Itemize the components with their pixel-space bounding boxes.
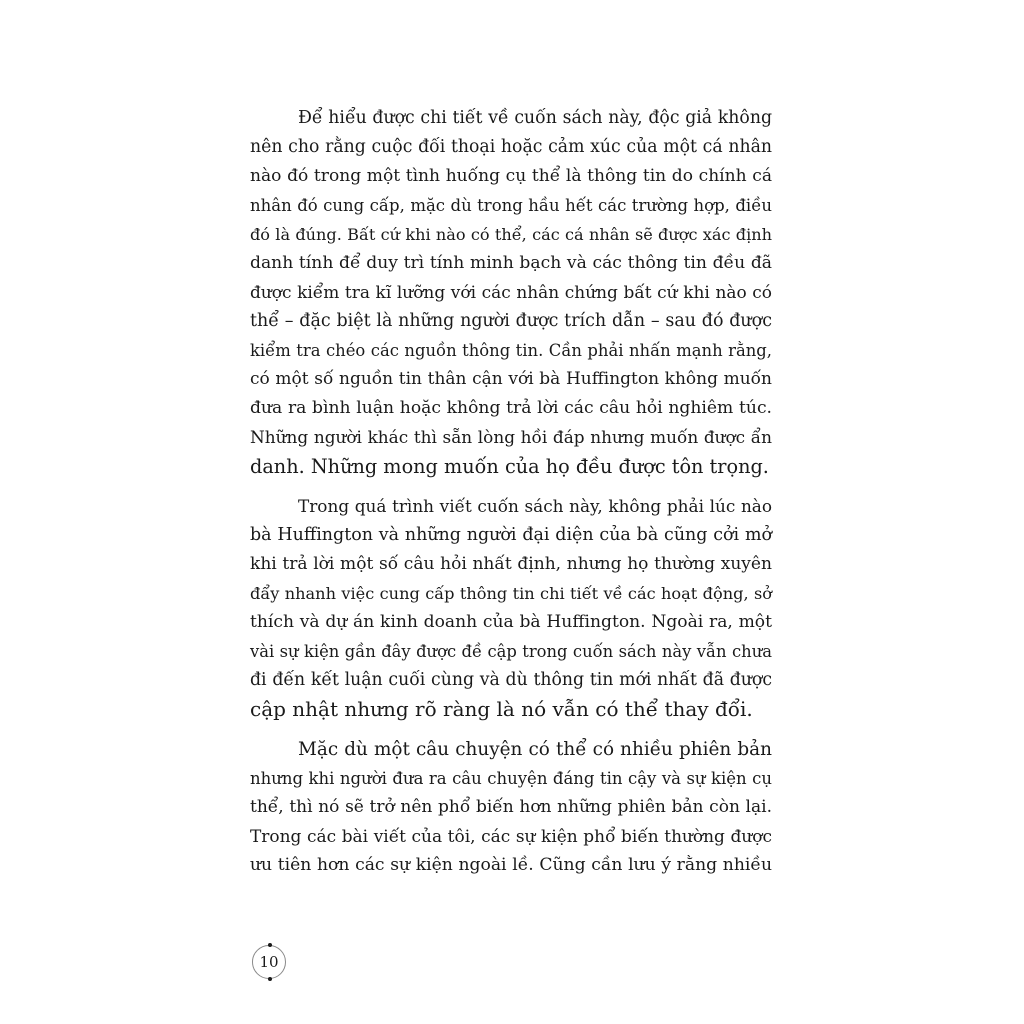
ornament-dot-icon bbox=[268, 977, 272, 981]
ornament-dot-icon bbox=[268, 943, 272, 947]
text-line: đi đến kết luận cuối cùng và dù thông tin mới nhất đã được bbox=[250, 670, 772, 690]
text-line: cập nhật nhưng rõ ràng là nó vẫn có thể thay đổi. bbox=[250, 697, 753, 721]
text-line: nhưng khi người đưa ra câu chuyện đáng tin cậy và sự kiện cụ bbox=[250, 769, 772, 788]
text-line: ưu tiên hơn các sự kiện ngoài lề. Cũng cần lưu ý rằng nhiều bbox=[250, 855, 772, 875]
text-line: có một số nguồn tin thân cận với bà Huffington không muốn bbox=[250, 369, 772, 389]
paragraph-1 bbox=[250, 104, 772, 481]
text-line: Để hiểu được chi tiết về cuốn sách này, độc giả không bbox=[298, 108, 772, 128]
text-line: nào đó trong một tình huống cụ thể là thông tin do chính cá bbox=[250, 166, 772, 186]
text-line: nhân đó cung cấp, mặc dù trong hầu hết các trường hợp, điều bbox=[250, 196, 772, 215]
text-line: Mặc dù một câu chuyện có thể có nhiều phiên bản bbox=[298, 739, 772, 760]
body-text bbox=[250, 104, 772, 880]
text-line: kiểm tra chéo các nguồn thông tin. Cần phải nhấn mạnh rằng, bbox=[250, 341, 772, 360]
page-number: 10 bbox=[259, 953, 279, 971]
text-line: Những người khác thì sẵn lòng hồi đáp nhưng muốn được ẩn bbox=[250, 427, 772, 447]
paragraph-2 bbox=[250, 492, 772, 724]
paragraph-3 bbox=[250, 735, 772, 880]
text-line: thể, thì nó sẽ trở nên phổ biến hơn những phiên bản còn lại. bbox=[250, 797, 772, 817]
page-number-badge bbox=[252, 945, 286, 979]
text-line: Trong các bài viết của tôi, các sự kiện phổ biến thường được bbox=[250, 826, 772, 846]
text-line: nên cho rằng cuộc đối thoại hoặc cảm xúc của một cá nhân bbox=[250, 137, 772, 157]
text-line: danh tính để duy trì tính minh bạch và các thông tin đều đã bbox=[250, 253, 772, 273]
text-line: danh. Những mong muốn của họ đều được tôn trọng. bbox=[250, 455, 769, 478]
text-line: đẩy nhanh việc cung cấp thông tin chi tiết về các hoạt động, sở bbox=[250, 584, 772, 603]
text-line: vài sự kiện gần đây được đề cập trong cuốn sách này vẫn chưa bbox=[250, 642, 772, 661]
text-line: Trong quá trình viết cuốn sách này, không phải lúc nào bbox=[298, 496, 772, 516]
text-line: bà Huffington và những người đại diện của bà cũng cởi mở bbox=[250, 525, 772, 545]
text-line: thích và dự án kinh doanh của bà Huffington. Ngoài ra, một bbox=[250, 612, 772, 632]
text-line: thể – đặc biệt là những người được trích dẫn – sau đó được bbox=[250, 311, 772, 331]
text-line: được kiểm tra kĩ lưỡng với các nhân chứng bất cứ khi nào có bbox=[250, 282, 772, 302]
text-line: khi trả lời một số câu hỏi nhất định, nhưng họ thường xuyên bbox=[250, 554, 772, 574]
text-line: đưa ra bình luận hoặc không trả lời các câu hỏi nghiêm túc. bbox=[250, 398, 772, 418]
text-line: đó là đúng. Bất cứ khi nào có thể, các cá nhân sẽ được xác định bbox=[250, 225, 772, 244]
